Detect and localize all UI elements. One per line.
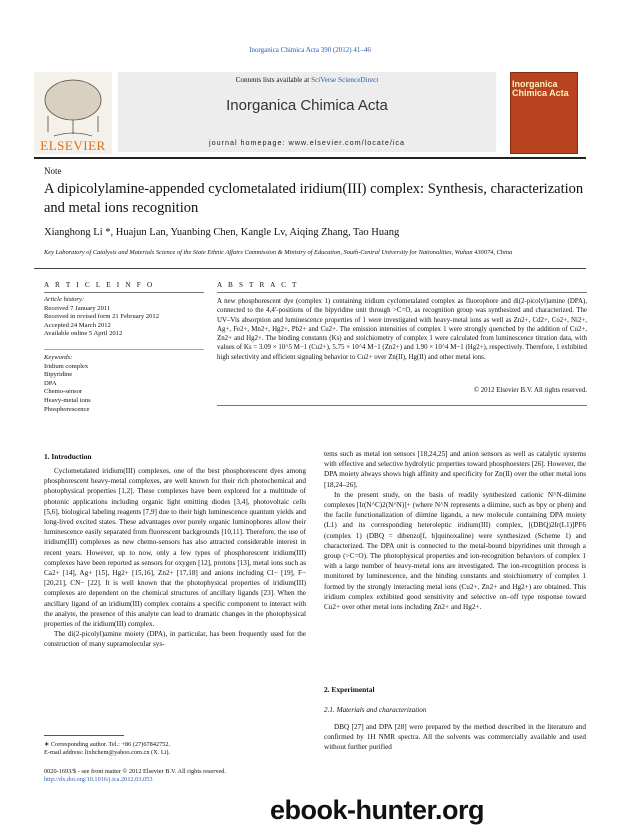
journal-title: Inorganica Chimica Acta [226,97,388,114]
article-type: Note [44,166,62,176]
abstract-heading: A B S T R A C T [217,281,299,289]
doi-link[interactable]: http://dx.doi.org/10.1016/j.ica.2012.03.053 [44,776,153,784]
keywords-label: Keywords: [44,354,73,361]
keyword-item: DPA [44,379,57,387]
issn-line: 0020-1693/$ - see front matter © 2012 Elsevier B.V. All rights reserved. [44,768,226,775]
keyword-item: Bipyridine [44,371,73,379]
right-paragraph-1: tems such as metal ion sensors [18,24,25] and anion sensors as well as catalytic systems with effective and selective hydrolytic properties toward phosphoesters [26]. However, the DPA moiety always shows high affinity and specificity for Zn(II) over the other metal ions [18,24–26]. [324,450,586,489]
elsevier-wordmark: ELSEVIER [40,138,106,153]
keyword-item: Heavy-metal ions [44,396,91,404]
article-info-divider [44,292,204,293]
corresponding-footnote [44,741,306,758]
author-email[interactable]: E-mail address: lixhchem@yahoo.com.cn (X. Li). [44,749,171,757]
keywords [44,354,204,414]
author-list: Xianghong Li *, Huajun Lan, Yuanbing Chen, Kangle Lv, Aiqing Zhang, Tao Huang [44,227,400,238]
history-item: Received in revised form 21 February 2012 [44,313,159,321]
article-history [44,296,204,339]
watermark: ebook-hunter.org [270,795,484,825]
sciencedirect-link[interactable]: SciVerse ScienceDirect [311,76,379,84]
article-info-heading: A R T I C L E I N F O [44,281,155,289]
history-item: Available online 5 April 2012 [44,330,123,338]
right-column-body [324,449,586,612]
keywords-divider [44,349,204,350]
abstract-end-divider [217,405,587,406]
materials-heading: 2.1. Materials and characterization [324,706,427,714]
contents-prefix: Contents lists available at [235,76,312,84]
article-title: A dipicolylamine-appended cyclometalated iridium(III) complex: Synthesis, characterization and metal ions recognition [44,181,584,216]
author-affiliation: Key Laboratory of Catalysis and Materials Science of the State Ethnic Affairs Commission & Ministry of Education, South-Central University for Nationalities, Wuhan 430074, China [44,249,513,256]
intro-paragraph-2: The di(2-picolyl)amine moiety (DPA), in particular, has been frequently used for the construction of many supramolecular sys- [44,630,306,649]
abstract-copyright: © 2012 Elsevier B.V. All rights reserved. [473,387,587,394]
materials-body [324,722,586,753]
history-item: Accepted 24 March 2012 [44,321,111,329]
right-paragraph-2: In the present study, on the basis of readily synthesized cationic N^N-diimine complexes [Ir(N^C)2(N^N)]+ (where N^N represents a diimine, such as bpy or phen) and the facile functionalization of diimine ligands, a new molecule containing DPA moiety (L1) and its corresponding heteroleptic iridium(III) complex, [(DBQ)2Ir(L1)]PF6 (complex 1) (DBQ = dibenzo[f, h]quinoxaline) were synthesized (Scheme 1) and characterized. The DPA unit is connected to the metal-bound bipyridines unit through a group (>C=O). The photophysical properties and ion-recognition behaviors of complex 1 with a large number of heavy-metal ions are investigated. The ion-recognition process is monitored by luminescence, and the binding constants and stoichiometry of complex 1 formed by the strongly interacting metal ions (Cu2+, Zn2+ and Hg2+) are obtained. This iridium complex exhibited good sensitivity and selective on–off type response toward Cu2+ over other metal ions including Zn2+ and Hg2+. [324,490,586,612]
journal-homepage[interactable]: journal homepage: www.elsevier.com/locate/ica [208,138,405,147]
keyword-item: Phosphorescence [44,405,90,413]
experimental-heading: 2. Experimental [324,685,375,694]
abstract-divider [217,292,587,293]
history-item: Received 7 January 2011 [44,304,111,312]
keyword-item: Iridium complex [44,362,89,370]
intro-paragraph-1: Cyclometalated iridium(III) complexes, one of the best phosphorescent dyes among phosphorescent heavy-metal complexes, are well known for their rich photochemical and photophysical properties [1,2]. These complexes have been explored for a multitude of photonic applications including organic light emitting diodes [3,4], photovoltaic cells [5,6], biological labeling reagents [7,9] due to their high luminescence quantum yields and long-lived excited states. These advantages over purely organic luminophores allow their luminescence easily separated from fluorescent backgrounds [10,11]. Therefore, the use of iridium(III) complexes as new chemo-sensors has also attracted considerable interest in recent years. However, up to now, only a few types of phosphorescent iridium(III) complexes have been reported as sensors for oxygen [12], protons [13], metal ions such as Ca2+ [14], Ag+ [15], Hg2+ [15,16], Zn2+ [17,18] and anions including Cl− [19], F− [20,21], CN− [22]. It is well known that the photophysical properties of iridium(III) complexes are dependent on the chemical structures of ancillary ligands [23]. When the ancillary ligand of an iridium(III) complex contains a specific component to interact with the analyte, the presence of this analyte can lead to dramatic changes in the photophysical properties of the iridium(III) complex. [44,467,306,629]
footnote-divider [44,735,124,736]
header-divider [34,157,586,159]
issn-block [44,768,306,785]
journal-cover-title: Inorganica Chimica Acta [512,79,569,98]
left-column-body [44,466,306,650]
journal-reference[interactable]: Inorganica Chimica Acta 390 (2012) 41–46 [249,46,371,54]
title-divider [34,268,586,269]
history-label: Article history: [44,296,85,303]
introduction-heading: 1. Introduction [44,452,92,461]
corresponding-author: ∗ Corresponding author. Tel.: +86 (27)67842752. [44,741,171,748]
abstract-text: A new phosphorescent dye (complex 1) containing iridium cyclometalated complex as fluorophore and di(2-picolyl)amine (DPA), connected to the 4,4′-positions of the bipyridine unit through >C=O, as recognition group was synthesized and characterized. The UV–Vis absorption and luminescence properties of 1 were investigated with heavy-metal ions as well as Zn2+, Cd2+, Co2+, Ni2+, Ag+, Fe2+, Mn2+, Hg2+, Pb2+ and Cu2+. The emission intensities of complex 1 were strongly quenched by the addition of Cu2+, Zn2+ and Hg2+. The binding constants (Ks) and stoichiometry of complex 1 were calculated from luminescence titration data, with values of Ks = 3.09 × 10^5 M−1 (Cu2+), 5.75 × 10^4 M−1 (Zn2+) and 1.90 × 10^4 M−1 (Hg2+), respectively. Therefore, 1 exhibited high selectivity and efficient signaling behavior to Cu2+ over Zn(II), Hg(II) and other metal ions. [217,298,587,361]
keyword-item: Chemo-sensor [44,388,83,396]
right-paragraph-3: DBQ [27] and DPA [28] were prepared by the method described in the literature and confirmed by 1H NMR spectra. All the solvents was commercially available and used without further purified [324,723,586,752]
contents-line [118,76,496,84]
